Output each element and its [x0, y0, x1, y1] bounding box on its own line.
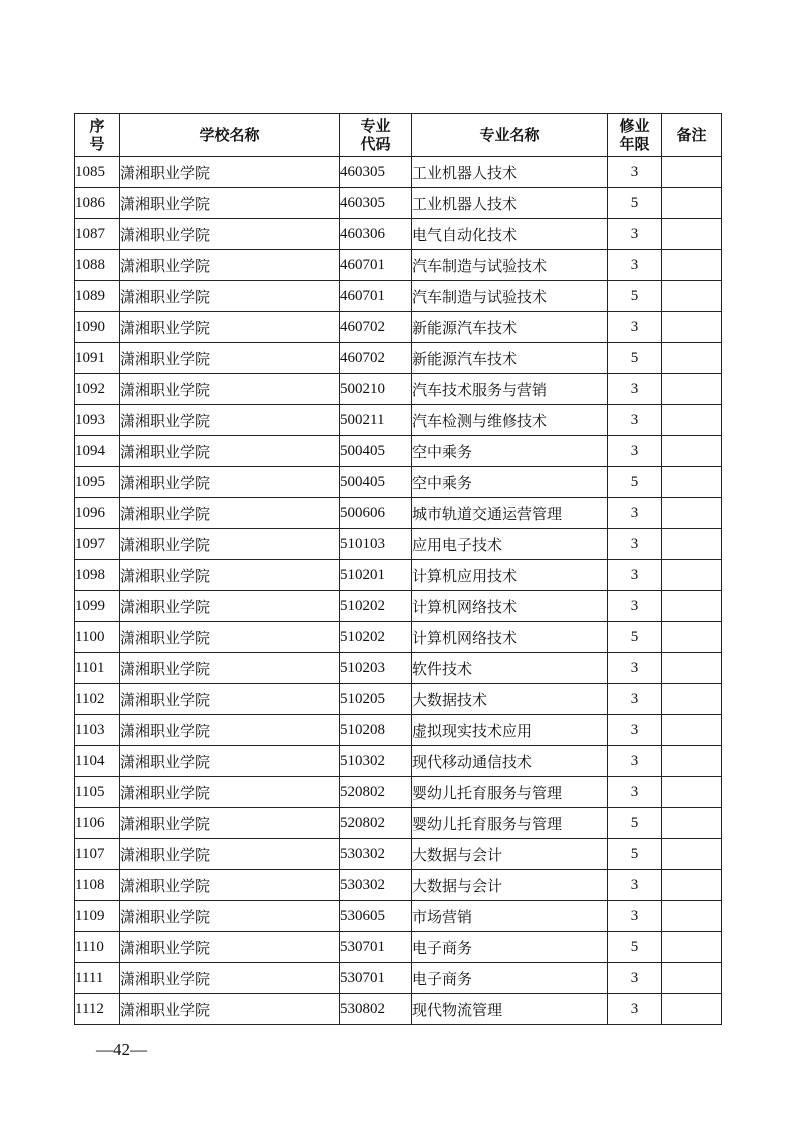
- major-name: 空中乘务: [412, 467, 608, 498]
- table-row: [75, 994, 722, 1025]
- note-cell: [662, 808, 722, 839]
- major-code: 460702: [340, 312, 412, 343]
- school-name: 潇湘职业学院: [120, 343, 340, 374]
- study-years: 3: [608, 963, 662, 994]
- study-years: 5: [608, 188, 662, 219]
- major-code: 500210: [340, 374, 412, 405]
- major-code: 520802: [340, 808, 412, 839]
- row-number: 1090: [75, 312, 120, 343]
- row-number: 1096: [75, 498, 120, 529]
- study-years: 3: [608, 684, 662, 715]
- note-cell: [662, 684, 722, 715]
- row-number: 1110: [75, 932, 120, 963]
- row-number: 1091: [75, 343, 120, 374]
- note-cell: [662, 746, 722, 777]
- major-name: 汽车制造与试验技术: [412, 281, 608, 312]
- major-name: 城市轨道交通运营管理: [412, 498, 608, 529]
- note-cell: [662, 932, 722, 963]
- major-code: 460702: [340, 343, 412, 374]
- major-name: 汽车技术服务与营销: [412, 374, 608, 405]
- major-code: 500405: [340, 467, 412, 498]
- note-cell: [662, 622, 722, 653]
- study-years: 5: [608, 932, 662, 963]
- table-row: [75, 839, 722, 870]
- table-row: [75, 715, 722, 746]
- major-code: 510203: [340, 653, 412, 684]
- study-years: 5: [608, 281, 662, 312]
- study-years: 5: [608, 839, 662, 870]
- row-number: 1086: [75, 188, 120, 219]
- school-name: 潇湘职业学院: [120, 653, 340, 684]
- table-row: [75, 343, 722, 374]
- row-number: 1088: [75, 250, 120, 281]
- major-code: 510208: [340, 715, 412, 746]
- school-name: 潇湘职业学院: [120, 901, 340, 932]
- table-row: [75, 436, 722, 467]
- school-name: 潇湘职业学院: [120, 870, 340, 901]
- school-name: 潇湘职业学院: [120, 374, 340, 405]
- major-code: 460701: [340, 250, 412, 281]
- row-number: 1085: [75, 157, 120, 188]
- row-number: 1094: [75, 436, 120, 467]
- major-name: 工业机器人技术: [412, 188, 608, 219]
- major-code: 530302: [340, 870, 412, 901]
- row-number: 1099: [75, 591, 120, 622]
- note-cell: [662, 901, 722, 932]
- study-years: 3: [608, 591, 662, 622]
- major-name: 虚拟现实技术应用: [412, 715, 608, 746]
- school-name: 潇湘职业学院: [120, 312, 340, 343]
- row-number: 1100: [75, 622, 120, 653]
- row-number: 1111: [75, 963, 120, 994]
- table-row: [75, 777, 722, 808]
- study-years: 5: [608, 343, 662, 374]
- note-cell: [662, 529, 722, 560]
- table-row: [75, 684, 722, 715]
- school-name: 潇湘职业学院: [120, 436, 340, 467]
- table-row: [75, 622, 722, 653]
- table-row: [75, 405, 722, 436]
- major-name: 大数据技术: [412, 684, 608, 715]
- school-name: 潇湘职业学院: [120, 529, 340, 560]
- school-name: 潇湘职业学院: [120, 839, 340, 870]
- study-years: 3: [608, 498, 662, 529]
- note-cell: [662, 870, 722, 901]
- table-row: [75, 932, 722, 963]
- study-years: 3: [608, 560, 662, 591]
- note-cell: [662, 715, 722, 746]
- row-number: 1107: [75, 839, 120, 870]
- row-number: 1109: [75, 901, 120, 932]
- note-cell: [662, 560, 722, 591]
- row-number: 1102: [75, 684, 120, 715]
- row-number: 1112: [75, 994, 120, 1025]
- school-name: 潇湘职业学院: [120, 715, 340, 746]
- major-name: 市场营销: [412, 901, 608, 932]
- note-cell: [662, 839, 722, 870]
- table-row: [75, 467, 722, 498]
- major-code: 460306: [340, 219, 412, 250]
- major-code: 510103: [340, 529, 412, 560]
- header-years: [608, 114, 662, 157]
- school-name: 潇湘职业学院: [120, 808, 340, 839]
- row-number: 1101: [75, 653, 120, 684]
- major-code: 530302: [340, 839, 412, 870]
- major-name: 工业机器人技术: [412, 157, 608, 188]
- row-number: 1104: [75, 746, 120, 777]
- study-years: 3: [608, 374, 662, 405]
- study-years: 5: [608, 467, 662, 498]
- major-code: 530701: [340, 963, 412, 994]
- major-code: 460305: [340, 157, 412, 188]
- note-cell: [662, 436, 722, 467]
- note-cell: [662, 405, 722, 436]
- major-name: 新能源汽车技术: [412, 312, 608, 343]
- page-number: —42—: [96, 1040, 147, 1059]
- table-row: [75, 250, 722, 281]
- school-name: 潇湘职业学院: [120, 498, 340, 529]
- major-code: 510201: [340, 560, 412, 591]
- major-name: 计算机网络技术: [412, 591, 608, 622]
- row-number: 1108: [75, 870, 120, 901]
- note-cell: [662, 157, 722, 188]
- study-years: 3: [608, 994, 662, 1025]
- major-code: 500405: [340, 436, 412, 467]
- header-years-line1: 修业: [619, 117, 650, 135]
- table-row: [75, 963, 722, 994]
- header-years-line2: 年限: [619, 135, 650, 153]
- major-name: 大数据与会计: [412, 839, 608, 870]
- table-row: [75, 188, 722, 219]
- major-name: 应用电子技术: [412, 529, 608, 560]
- table-row: [75, 653, 722, 684]
- major-name: 汽车制造与试验技术: [412, 250, 608, 281]
- note-cell: [662, 343, 722, 374]
- row-number: 1095: [75, 467, 120, 498]
- study-years: 3: [608, 746, 662, 777]
- school-name: 潇湘职业学院: [120, 746, 340, 777]
- table-row: [75, 560, 722, 591]
- major-name: 现代移动通信技术: [412, 746, 608, 777]
- study-years: 3: [608, 870, 662, 901]
- school-name: 潇湘职业学院: [120, 684, 340, 715]
- major-code: 510205: [340, 684, 412, 715]
- note-cell: [662, 281, 722, 312]
- table-row: [75, 312, 722, 343]
- note-cell: [662, 467, 722, 498]
- header-code-line1: 专业: [360, 117, 391, 135]
- major-name: 电子商务: [412, 932, 608, 963]
- table-row: [75, 870, 722, 901]
- school-name: 潇湘职业学院: [120, 281, 340, 312]
- study-years: 3: [608, 653, 662, 684]
- major-code: 530701: [340, 932, 412, 963]
- row-number: 1098: [75, 560, 120, 591]
- study-years: 3: [608, 777, 662, 808]
- table-row: [75, 901, 722, 932]
- table-row: [75, 529, 722, 560]
- note-cell: [662, 188, 722, 219]
- header-code-line2: 代码: [360, 135, 391, 153]
- school-name: 潇湘职业学院: [120, 157, 340, 188]
- note-cell: [662, 994, 722, 1025]
- school-name: 潇湘职业学院: [120, 467, 340, 498]
- major-name: 大数据与会计: [412, 870, 608, 901]
- school-name: 潇湘职业学院: [120, 932, 340, 963]
- table-header: [75, 114, 722, 157]
- major-name: 汽车检测与维修技术: [412, 405, 608, 436]
- school-name: 潇湘职业学院: [120, 963, 340, 994]
- header-major: 专业名称: [412, 114, 608, 157]
- study-years: 3: [608, 436, 662, 467]
- note-cell: [662, 219, 722, 250]
- major-name: 电气自动化技术: [412, 219, 608, 250]
- study-years: 3: [608, 312, 662, 343]
- row-number: 1087: [75, 219, 120, 250]
- table-body: [75, 157, 722, 1025]
- header-num-line1: 序: [89, 117, 105, 135]
- row-number: 1106: [75, 808, 120, 839]
- major-name: 空中乘务: [412, 436, 608, 467]
- major-name: 婴幼儿托育服务与管理: [412, 808, 608, 839]
- row-number: 1093: [75, 405, 120, 436]
- major-code: 520802: [340, 777, 412, 808]
- study-years: 5: [608, 622, 662, 653]
- header-num-line2: 号: [89, 135, 105, 153]
- school-name: 潇湘职业学院: [120, 560, 340, 591]
- note-cell: [662, 777, 722, 808]
- table-row: [75, 591, 722, 622]
- note-cell: [662, 963, 722, 994]
- major-code: 510202: [340, 622, 412, 653]
- study-years: 5: [608, 808, 662, 839]
- table-row: [75, 808, 722, 839]
- school-name: 潇湘职业学院: [120, 405, 340, 436]
- major-code: 510302: [340, 746, 412, 777]
- note-cell: [662, 653, 722, 684]
- study-years: 3: [608, 157, 662, 188]
- major-code: 500606: [340, 498, 412, 529]
- note-cell: [662, 312, 722, 343]
- table-row: [75, 498, 722, 529]
- major-name: 软件技术: [412, 653, 608, 684]
- table-row: [75, 281, 722, 312]
- note-cell: [662, 250, 722, 281]
- header-school: 学校名称: [120, 114, 340, 157]
- major-name: 计算机应用技术: [412, 560, 608, 591]
- study-years: 3: [608, 250, 662, 281]
- row-number: 1097: [75, 529, 120, 560]
- major-code: 530605: [340, 901, 412, 932]
- major-code: 460701: [340, 281, 412, 312]
- majors-table: [74, 113, 722, 1025]
- header-code: [340, 114, 412, 157]
- school-name: 潇湘职业学院: [120, 250, 340, 281]
- major-code: 500211: [340, 405, 412, 436]
- school-name: 潇湘职业学院: [120, 591, 340, 622]
- study-years: 3: [608, 715, 662, 746]
- study-years: 3: [608, 529, 662, 560]
- note-cell: [662, 591, 722, 622]
- major-name: 计算机网络技术: [412, 622, 608, 653]
- major-name: 电子商务: [412, 963, 608, 994]
- table-row: [75, 219, 722, 250]
- study-years: 3: [608, 405, 662, 436]
- table-row: [75, 157, 722, 188]
- major-name: 新能源汽车技术: [412, 343, 608, 374]
- major-code: 510202: [340, 591, 412, 622]
- school-name: 潇湘职业学院: [120, 994, 340, 1025]
- row-number: 1089: [75, 281, 120, 312]
- school-name: 潇湘职业学院: [120, 622, 340, 653]
- table-row: [75, 374, 722, 405]
- header-num: [75, 114, 120, 157]
- school-name: 潇湘职业学院: [120, 777, 340, 808]
- study-years: 3: [608, 901, 662, 932]
- major-name: 现代物流管理: [412, 994, 608, 1025]
- row-number: 1092: [75, 374, 120, 405]
- school-name: 潇湘职业学院: [120, 219, 340, 250]
- row-number: 1105: [75, 777, 120, 808]
- major-name: 婴幼儿托育服务与管理: [412, 777, 608, 808]
- header-note: 备注: [662, 114, 722, 157]
- school-name: 潇湘职业学院: [120, 188, 340, 219]
- row-number: 1103: [75, 715, 120, 746]
- study-years: 3: [608, 219, 662, 250]
- major-code: 530802: [340, 994, 412, 1025]
- note-cell: [662, 498, 722, 529]
- table-row: [75, 746, 722, 777]
- note-cell: [662, 374, 722, 405]
- major-code: 460305: [340, 188, 412, 219]
